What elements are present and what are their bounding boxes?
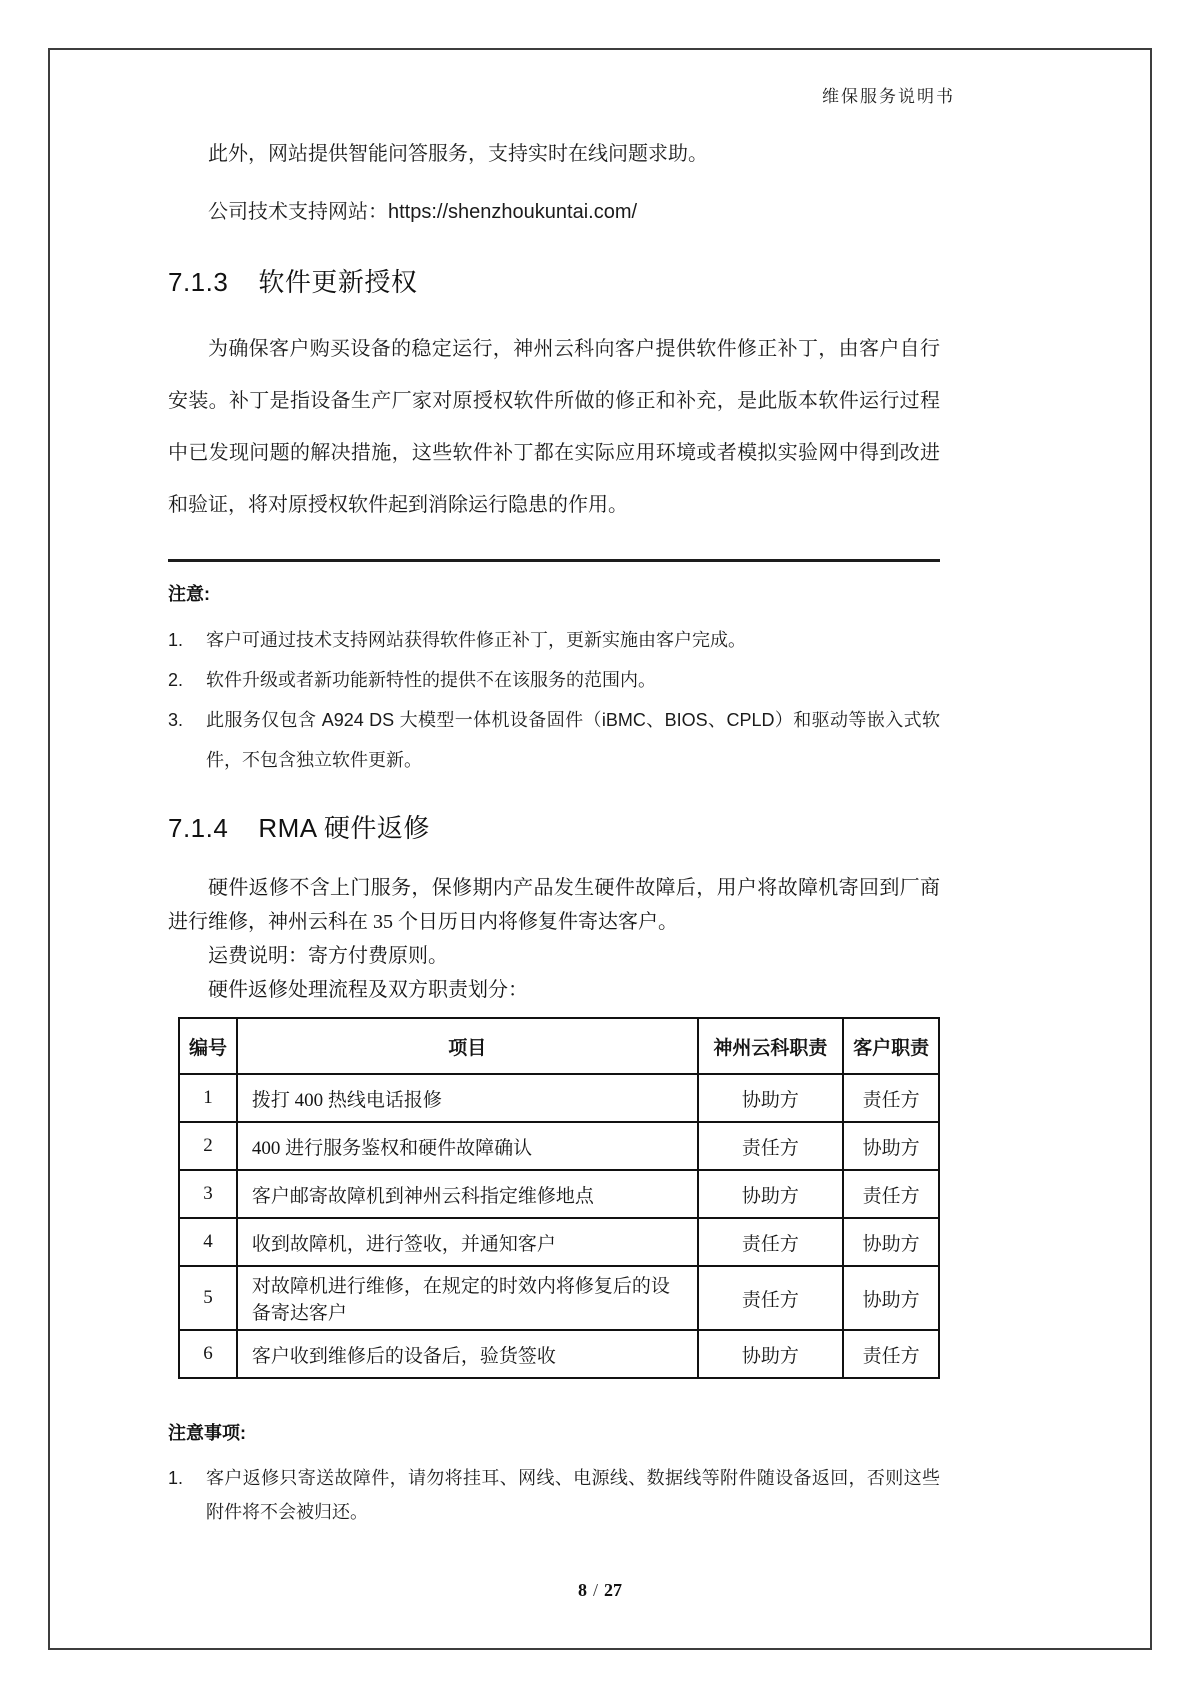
rma-paragraph-2: 运费说明：寄方付费原则。 xyxy=(208,945,448,967)
table-header-cell: 客户职责 xyxy=(843,1018,939,1074)
section-heading-713 xyxy=(168,262,940,299)
list-item-number: 1. xyxy=(168,630,184,650)
list-item xyxy=(168,620,940,660)
cell-item: 客户收到维修后的设备后，验货签收 xyxy=(237,1330,698,1378)
table-row xyxy=(179,1122,939,1170)
table-row xyxy=(179,1266,939,1330)
cell-number: 4 xyxy=(179,1218,237,1266)
cell-number: 2 xyxy=(179,1122,237,1170)
list-item-number: 2. xyxy=(168,670,184,690)
intro-paragraph: 此外，网站提供智能问答服务，支持实时在线问题求助。 xyxy=(208,143,708,165)
cell-customer-role: 责任方 xyxy=(843,1170,939,1218)
table-row xyxy=(179,1218,939,1266)
section-number: 7.1.3 xyxy=(168,267,229,297)
cell-vendor-role: 协助方 xyxy=(698,1330,844,1378)
document-header-title: 维保服务说明书 xyxy=(822,87,955,106)
table-header-cell: 编号 xyxy=(179,1018,237,1074)
list-item xyxy=(168,660,940,700)
note-list xyxy=(168,620,940,780)
list-item-text: 软件升级或者新功能新特性的提供不在该服务的范围内。 xyxy=(206,670,656,690)
list-item xyxy=(168,1461,940,1529)
list-item-text: 客户返修只寄送故障件，请勿将挂耳、网线、电源线、数据线等附件随设备返回，否则这些附件将不会被归还。 xyxy=(206,1468,940,1522)
cell-vendor-role: 协助方 xyxy=(698,1170,844,1218)
cell-vendor-role: 责任方 xyxy=(698,1218,844,1266)
document-content xyxy=(168,0,940,1529)
current-page-number: 8 xyxy=(577,1580,587,1600)
cell-customer-role: 责任方 xyxy=(843,1330,939,1378)
notice-label: 注意事项: xyxy=(168,1423,246,1443)
support-site-paragraph xyxy=(168,198,940,226)
cell-number: 5 xyxy=(179,1266,237,1330)
page-number-separator: / xyxy=(592,1580,598,1600)
section-713-body: 为确保客户购买设备的稳定运行，神州云科向客户提供软件修正补丁，由客户自行安装。补丁是指设备生产厂家对原授权软件所做的修正和补充，是此版本软件运行过程中已发现问题的解决措施，这些软件补丁都在实际应用环境或者模拟实验网中得到改进和验证，将对原授权软件起到消除运行隐患的作用。 xyxy=(168,338,940,516)
cell-customer-role: 协助方 xyxy=(843,1122,939,1170)
cell-item: 400 进行服务鉴权和硬件故障确认 xyxy=(237,1122,698,1170)
cell-item: 对故障机进行维修，在规定的时效内将修复后的设备寄达客户 xyxy=(237,1266,698,1330)
list-item-text: 此服务仅包含 A924 DS 大模型一体机设备固件（iBMC、BIOS、CPLD）和驱动等嵌入式软件，不包含独立软件更新。 xyxy=(206,710,940,770)
cell-number: 6 xyxy=(179,1330,237,1378)
section-number: 7.1.4 xyxy=(168,813,229,843)
section-heading-714 xyxy=(168,808,940,845)
cell-customer-role: 协助方 xyxy=(843,1218,939,1266)
table-header-row xyxy=(179,1018,939,1074)
cell-item: 拨打 400 热线电话报修 xyxy=(237,1074,698,1122)
cell-item: 收到故障机，进行签收，并通知客户 xyxy=(237,1218,698,1266)
table-header-cell: 神州云科职责 xyxy=(698,1018,844,1074)
note-label: 注意: xyxy=(168,584,210,604)
cell-item: 客户邮寄故障机到神州云科指定维修地点 xyxy=(237,1170,698,1218)
table-header-cell: 项目 xyxy=(237,1018,698,1074)
section-title: 软件更新授权 xyxy=(258,267,418,297)
rma-paragraph-1: 硬件返修不含上门服务，保修期内产品发生硬件故障后，用户将故障机寄回到厂商进行维修，神州云科在 35 个日历日内将修复件寄达客户。 xyxy=(168,877,940,933)
table-row xyxy=(179,1330,939,1378)
table-row xyxy=(179,1074,939,1122)
list-item-number: 1. xyxy=(168,1468,184,1488)
cell-vendor-role: 责任方 xyxy=(698,1122,844,1170)
list-item-text: 客户可通过技术支持网站获得软件修正补丁，更新实施由客户完成。 xyxy=(206,630,746,650)
notice-list xyxy=(168,1461,940,1529)
note-divider-line xyxy=(168,559,940,562)
page-number-footer xyxy=(0,1580,1200,1601)
cell-customer-role: 协助方 xyxy=(843,1266,939,1330)
cell-number: 3 xyxy=(179,1170,237,1218)
cell-vendor-role: 责任方 xyxy=(698,1266,844,1330)
cell-vendor-role: 协助方 xyxy=(698,1074,844,1122)
list-item xyxy=(168,700,940,780)
cell-customer-role: 责任方 xyxy=(843,1074,939,1122)
list-item-number: 3. xyxy=(168,710,184,730)
total-page-count: 27 xyxy=(604,1580,622,1600)
cell-number: 1 xyxy=(179,1074,237,1122)
support-site-label: 公司技术支持网站： xyxy=(208,201,388,223)
table-row xyxy=(179,1170,939,1218)
rma-paragraph-3: 硬件返修处理流程及双方职责划分： xyxy=(208,979,528,1001)
support-site-url: https://shenzhoukuntai.com/ xyxy=(388,201,638,223)
section-title: RMA 硬件返修 xyxy=(258,813,430,843)
rma-responsibility-table xyxy=(178,1017,940,1379)
